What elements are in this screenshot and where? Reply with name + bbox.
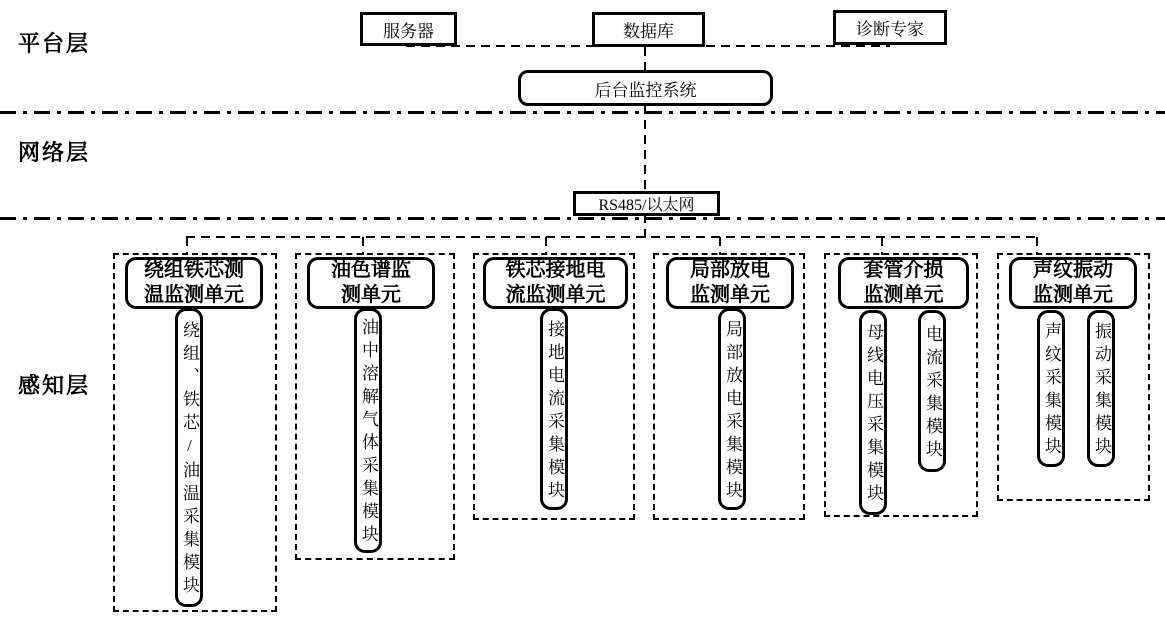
unit-title-line2: 监测单元 <box>1033 284 1113 306</box>
layer-label-platform: 平台层 <box>18 31 91 56</box>
unit-title <box>838 257 969 309</box>
unit-title-line2: 监测单元 <box>690 284 770 306</box>
unit-title-line1: 套管介损 <box>863 259 944 281</box>
database-node: 数据库 <box>592 12 705 47</box>
layer-separator-platform-network <box>0 111 1165 114</box>
unit-title-line1: 声纹振动 <box>1033 259 1113 281</box>
unit-title <box>1009 257 1137 309</box>
server-node: 服务器 <box>360 12 457 46</box>
module-pill: 油中溶解气体采集模块 <box>354 308 382 553</box>
module-pill: 电流采集模块 <box>918 310 946 472</box>
database-to-monitor-line <box>644 47 646 71</box>
unit-partial-discharge <box>653 253 805 520</box>
layer-label-network: 网络层 <box>18 140 91 165</box>
unit-title <box>307 257 435 309</box>
unit-title <box>125 257 263 309</box>
unit-oil-chromatography <box>295 253 455 560</box>
unit-winding-core-temp <box>113 253 277 612</box>
unit-title-line2: 流监测单元 <box>505 284 606 306</box>
unit-title-line1: 油色谱监 <box>331 259 411 281</box>
layer-label-perception: 感知层 <box>18 373 91 398</box>
module-pill: 母线电压采集模块 <box>859 310 887 515</box>
unit-title-line1: 绕组铁芯测 <box>144 259 244 281</box>
module-pill: 振动采集模块 <box>1087 310 1115 467</box>
module-pill: 声纹采集模块 <box>1037 310 1065 467</box>
unit-title <box>666 257 794 309</box>
unit-title-line2: 测单元 <box>341 284 401 306</box>
bus-to-units-line <box>644 214 646 238</box>
module-pill: 接地电流采集模块 <box>540 308 568 510</box>
unit-bushing-dielectric-loss <box>824 253 978 517</box>
units-connector-line <box>186 236 1038 238</box>
module-pill: 局部放电采集模块 <box>718 308 746 510</box>
diagnosis-expert-node: 诊断专家 <box>833 10 947 45</box>
unit-title-line1: 铁芯接地电 <box>505 259 606 281</box>
monitor-to-bus-line <box>644 105 646 193</box>
unit-title <box>483 257 628 309</box>
unit-title-line2: 温监测单元 <box>144 284 244 306</box>
unit-title-line2: 监测单元 <box>863 284 944 306</box>
layer-separator-network-perception <box>0 217 1165 220</box>
rs485-ethernet-node: RS485/以太网 <box>573 191 720 216</box>
module-pill: 绕组、铁芯/油温采集模块 <box>175 308 203 607</box>
unit-acoustic-vibration <box>997 253 1150 501</box>
unit-title-line1: 局部放电 <box>690 259 770 281</box>
monitor-system-node: 后台监控系统 <box>518 70 773 106</box>
unit-core-ground-current <box>473 253 635 520</box>
